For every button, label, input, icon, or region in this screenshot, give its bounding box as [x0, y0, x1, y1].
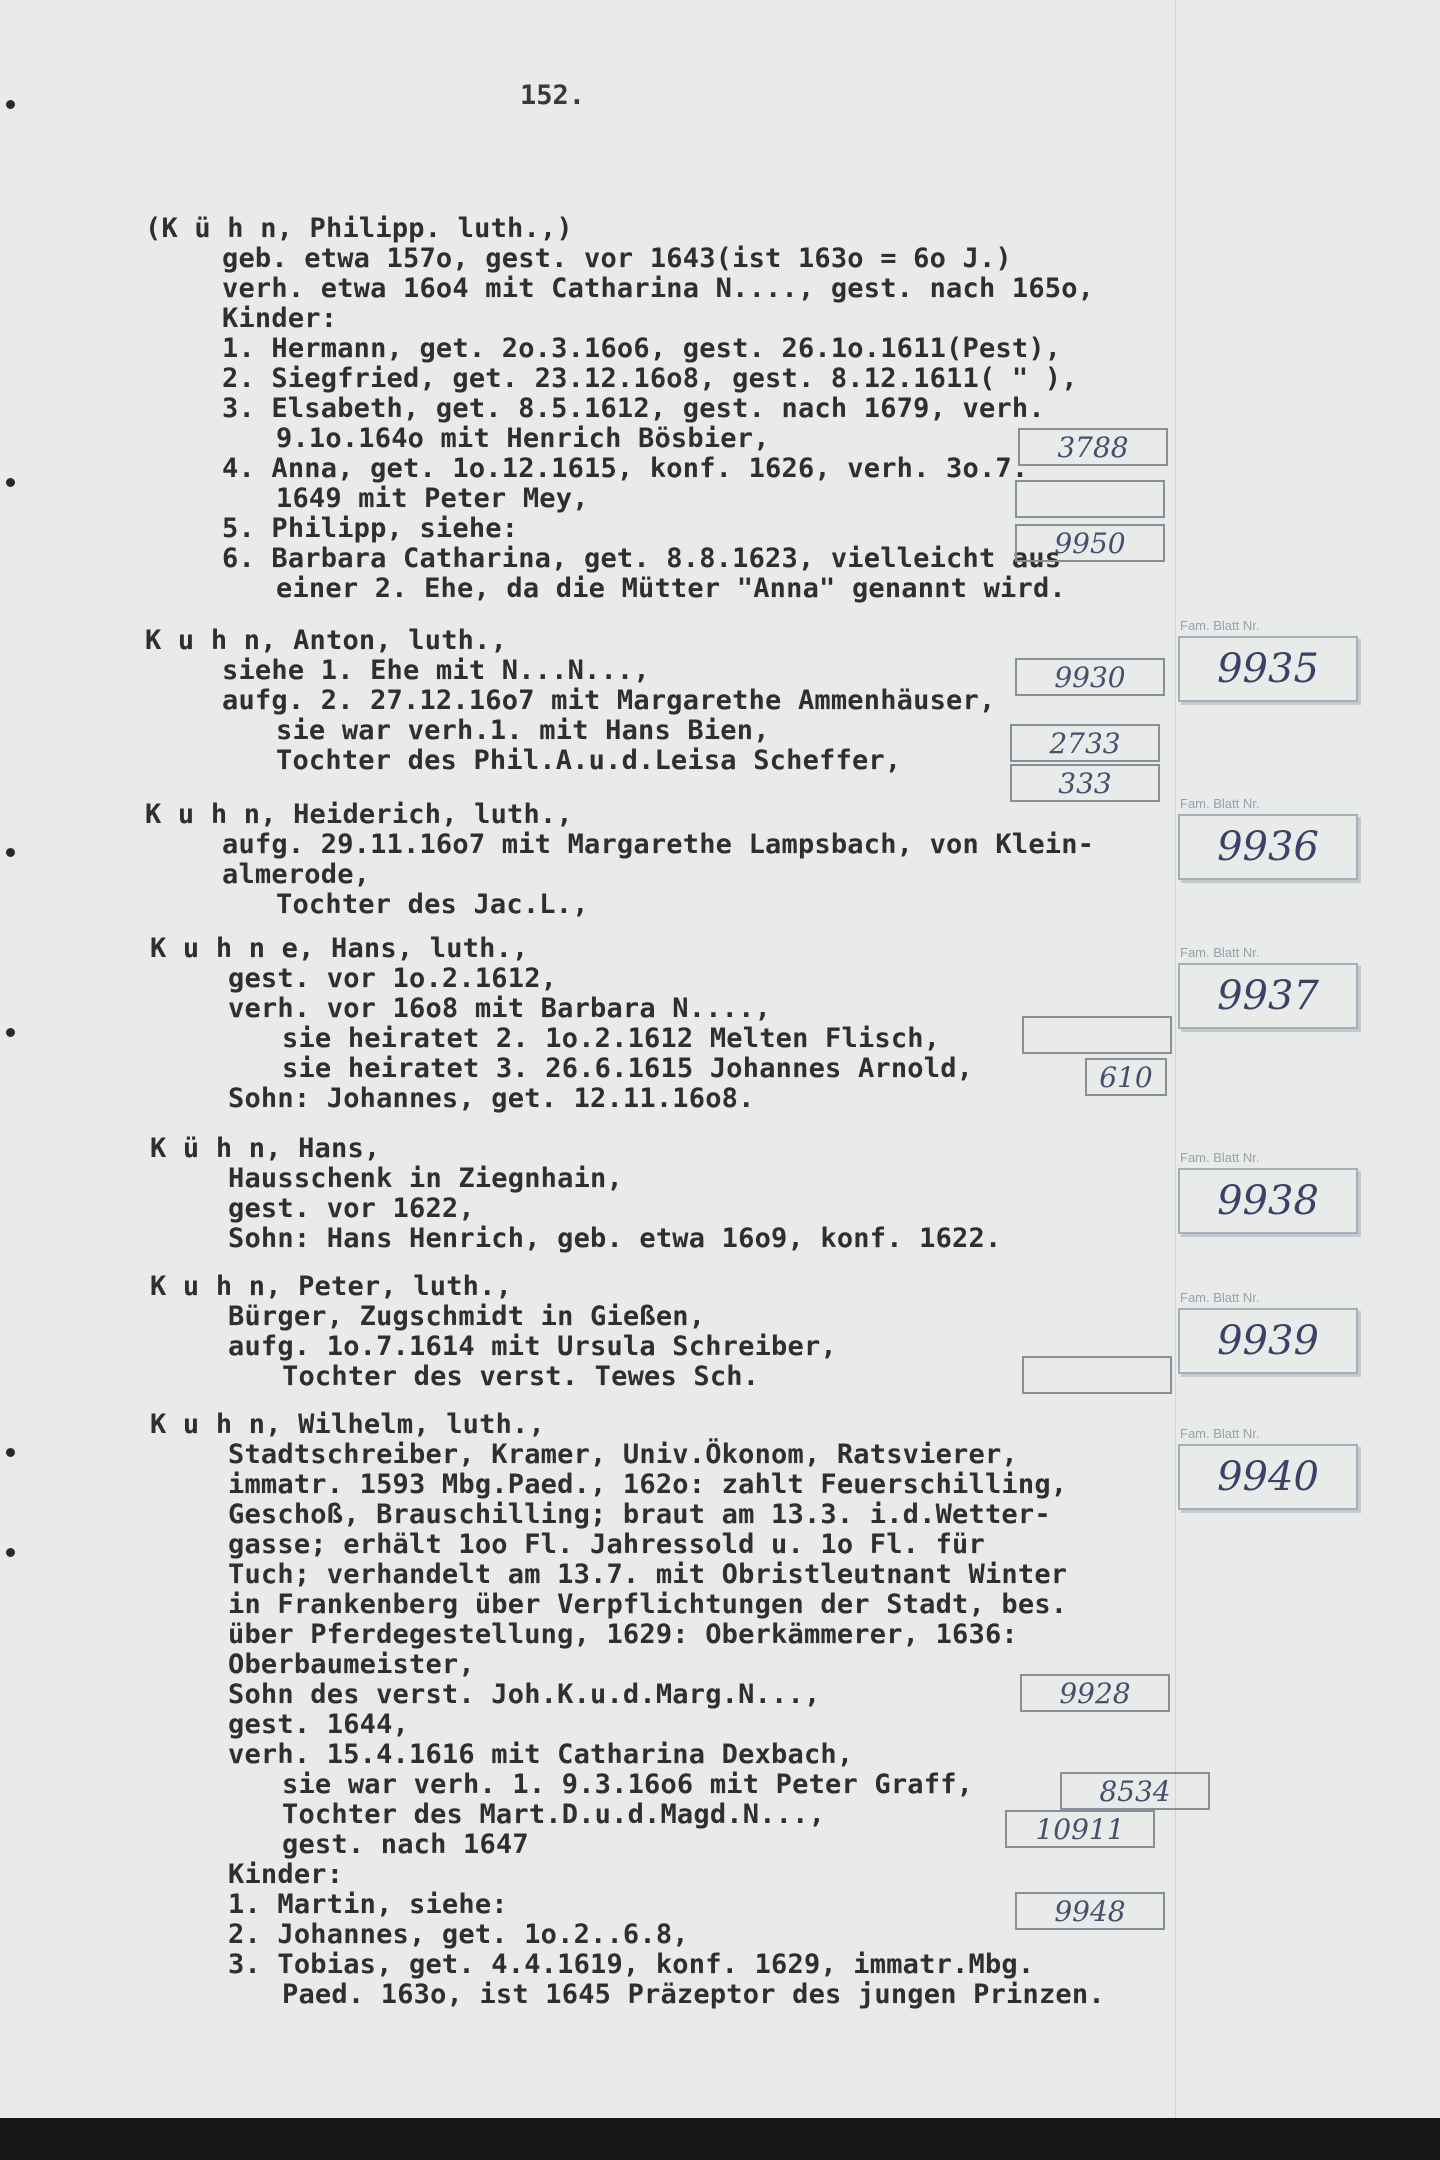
entry-line: sie war verh. 1. 9.3.16o6 mit Peter Graff, — [282, 1769, 974, 1800]
entry-line: 1. Martin, siehe: — [228, 1889, 508, 1920]
reference-number-box — [1022, 1016, 1172, 1054]
entry-line: siehe 1. Ehe mit N...N..., — [222, 655, 650, 686]
reference-number-box: 9950 — [1015, 524, 1165, 562]
entry-line: gest. 1644, — [228, 1709, 410, 1740]
entry-line: gest. nach 1647 — [282, 1829, 529, 1860]
entry-line: Sohn des verst. Joh.K.u.d.Marg.N..., — [228, 1679, 821, 1710]
entry-line: sie heiratet 3. 26.6.1615 Johannes Arnold, — [282, 1053, 974, 1084]
reference-number-box: 333 — [1010, 764, 1160, 802]
entry-line: Paed. 163o, ist 1645 Präzeptor des jungen Prinzen. — [282, 1979, 1105, 2010]
page-number: 152. — [520, 80, 586, 111]
entry-line: 2. Johannes, get. 1o.2..6.8, — [228, 1919, 689, 1950]
entry-line: gasse; erhält 1oo Fl. Jahressold u. 1o Fl. für — [228, 1529, 985, 1560]
entry-line: in Frankenberg über Verpflichtungen der Stadt, bes. — [228, 1589, 1068, 1620]
entry-line: einer 2. Ehe, da die Mütter "Anna" genannt wird. — [276, 573, 1066, 604]
entry-heading: K u h n e, Hans, luth., — [150, 933, 529, 964]
entry-heading: (K ü h n, Philipp. luth.,) — [145, 213, 573, 244]
punch-hole-mark — [6, 848, 15, 857]
entry-line: Kinder: — [222, 303, 338, 334]
entry-line: Stadtschreiber, Kramer, Univ.Ökonom, Ratsvierer, — [228, 1439, 1018, 1470]
entry-line: Hausschenk in Ziegnhain, — [228, 1163, 623, 1194]
family-sheet-number: 9940 — [1178, 1444, 1358, 1510]
entry-line: 2. Siegfried, get. 23.12.16o8, gest. 8.12.1611( " ), — [222, 363, 1078, 394]
reference-number-box: 10911 — [1005, 1810, 1155, 1848]
punch-hole-mark — [6, 1548, 15, 1557]
entry-line: 5. Philipp, siehe: — [222, 513, 519, 544]
entry-line: sie heiratet 2. 1o.2.1612 Melten Flisch, — [282, 1023, 941, 1054]
family-sheet-label: Fam. Blatt Nr. — [1180, 1290, 1260, 1305]
family-sheet-number: 9938 — [1178, 1168, 1358, 1234]
reference-number-box: 9948 — [1015, 1892, 1165, 1930]
family-sheet-number: 9935 — [1178, 636, 1358, 702]
entry-line: Oberbaumeister, — [228, 1649, 475, 1680]
entry-line: Tochter des Phil.A.u.d.Leisa Scheffer, — [276, 745, 902, 776]
entry-line: Sohn: Johannes, get. 12.11.16o8. — [228, 1083, 755, 1114]
reference-number-box: 8534 — [1060, 1772, 1210, 1810]
family-sheet-label: Fam. Blatt Nr. — [1180, 1426, 1260, 1441]
entry-line: aufg. 2. 27.12.16o7 mit Margarethe Ammenhäuser, — [222, 685, 996, 716]
entry-line: über Pferdegestellung, 1629: Oberkämmerer, 1636: — [228, 1619, 1018, 1650]
entry-line: verh. etwa 16o4 mit Catharina N...., gest. nach 165o, — [222, 273, 1095, 304]
family-sheet-number: 9936 — [1178, 814, 1358, 880]
entry-line: verh. 15.4.1616 mit Catharina Dexbach, — [228, 1739, 854, 1770]
entry-heading: K u h n, Peter, luth., — [150, 1271, 513, 1302]
family-sheet-entry — [1178, 945, 1358, 1029]
family-sheet-number: 9939 — [1178, 1308, 1358, 1374]
entry-heading: K u h n, Anton, luth., — [145, 625, 508, 656]
entry-line: gest. vor 1o.2.1612, — [228, 963, 558, 994]
reference-number-box: 9930 — [1015, 658, 1165, 696]
punch-hole-mark — [6, 1448, 15, 1457]
reference-number-box: 2733 — [1010, 724, 1160, 762]
family-sheet-entry — [1178, 1426, 1358, 1510]
punch-hole-mark — [6, 100, 15, 109]
entry-line: Kinder: — [228, 1859, 344, 1890]
punch-hole-mark — [6, 1028, 15, 1037]
reference-number-box: 9928 — [1020, 1674, 1170, 1712]
scan-border — [0, 2118, 1440, 2160]
reference-number-box: 610 — [1085, 1058, 1167, 1096]
entry-line: 3. Elsabeth, get. 8.5.1612, gest. nach 1679, verh. — [222, 393, 1045, 424]
entry-line: 1. Hermann, get. 2o.3.16o6, gest. 26.1o.1611(Pest), — [222, 333, 1062, 364]
entry-heading: K u h n, Wilhelm, luth., — [150, 1409, 545, 1440]
entry-line: aufg. 1o.7.1614 mit Ursula Schreiber, — [228, 1331, 837, 1362]
entry-line: Geschoß, Brauschilling; braut am 13.3. i.d.Wetter- — [228, 1499, 1051, 1530]
family-sheet-label: Fam. Blatt Nr. — [1180, 796, 1260, 811]
entry-line: geb. etwa 157o, gest. vor 1643(ist 163o = 6o J.) — [222, 243, 1012, 274]
entry-line: Tochter des Jac.L., — [276, 889, 589, 920]
entry-line: almerode, — [222, 859, 371, 890]
entry-line: verh. vor 16o8 mit Barbara N...., — [228, 993, 772, 1024]
entry-line: Tochter des Mart.D.u.d.Magd.N..., — [282, 1799, 826, 1830]
family-sheet-label: Fam. Blatt Nr. — [1180, 618, 1260, 633]
entry-line: 3. Tobias, get. 4.4.1619, konf. 1629, immatr.Mbg. — [228, 1949, 1035, 1980]
reference-number-box — [1022, 1356, 1172, 1394]
family-sheet-entry — [1178, 1150, 1358, 1234]
entry-line: 1649 mit Peter Mey, — [276, 483, 589, 514]
family-sheet-label: Fam. Blatt Nr. — [1180, 1150, 1260, 1165]
entry-line: Tochter des verst. Tewes Sch. — [282, 1361, 760, 1392]
family-sheet-entry — [1178, 618, 1358, 702]
entry-line: aufg. 29.11.16o7 mit Margarethe Lampsbach, von Klein- — [222, 829, 1095, 860]
entry-line: 6. Barbara Catharina, get. 8.8.1623, vielleicht aus — [222, 543, 1062, 574]
entry-line: immatr. 1593 Mbg.Paed., 162o: zahlt Feuerschilling, — [228, 1469, 1068, 1500]
entry-heading: K ü h n, Hans, — [150, 1133, 381, 1164]
family-sheet-entry — [1178, 1290, 1358, 1374]
reference-number-box — [1015, 480, 1165, 518]
family-sheet-number: 9937 — [1178, 963, 1358, 1029]
reference-number-box: 3788 — [1018, 428, 1168, 466]
entry-line: 4. Anna, get. 1o.12.1615, konf. 1626, verh. 3o.7. — [222, 453, 1029, 484]
punch-hole-mark — [6, 478, 15, 487]
entry-line: Sohn: Hans Henrich, geb. etwa 16o9, konf. 1622. — [228, 1223, 1002, 1254]
entry-line: Bürger, Zugschmidt in Gießen, — [228, 1301, 706, 1332]
entry-line: sie war verh.1. mit Hans Bien, — [276, 715, 770, 746]
family-sheet-entry — [1178, 796, 1358, 880]
entry-line: gest. vor 1622, — [228, 1193, 475, 1224]
family-sheet-label: Fam. Blatt Nr. — [1180, 945, 1260, 960]
entry-heading: K u h n, Heiderich, luth., — [145, 799, 573, 830]
entry-line: Tuch; verhandelt am 13.7. mit Obristleutnant Winter — [228, 1559, 1068, 1590]
entry-line: 9.1o.164o mit Henrich Bösbier, — [276, 423, 770, 454]
